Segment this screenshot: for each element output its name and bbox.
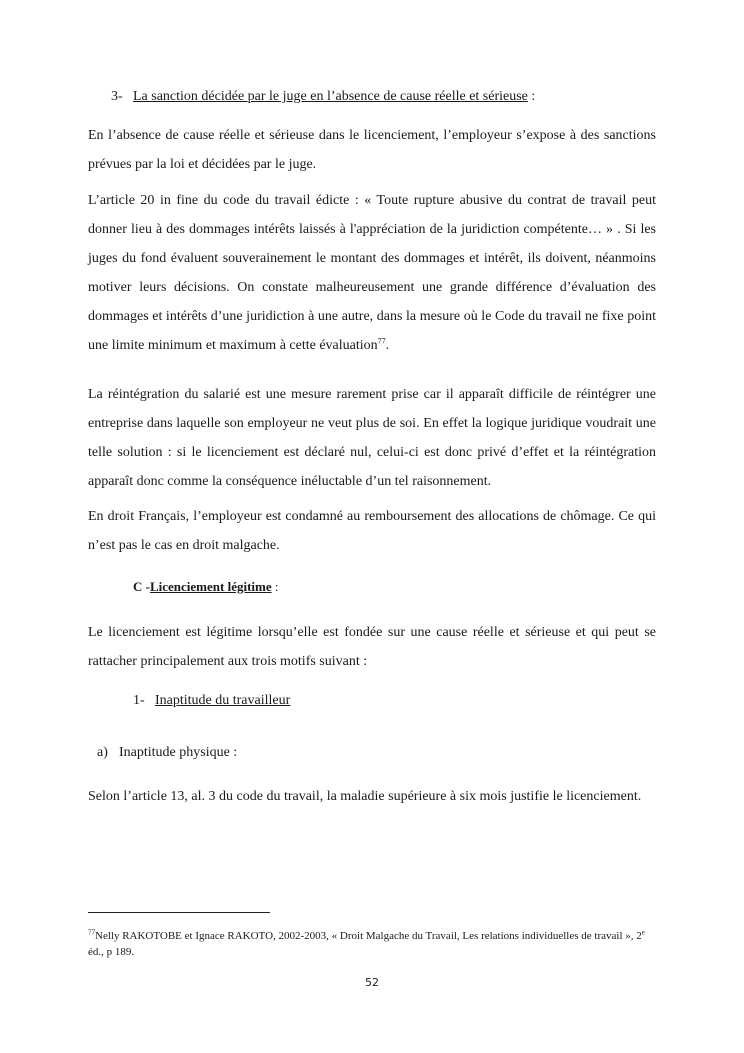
footnote-edition-sup: e xyxy=(641,928,645,937)
section-c-suffix: : xyxy=(271,579,279,594)
section-c-title: Licenciement légitime xyxy=(149,579,272,594)
paragraph-reintegration: La réintégration du salarié est une mesure rarement prise car il apparaît difficile de réintégrer une entreprise dans laquelle son employeur ne veut plus de soi. En effet la logique juridique voudrait une telle solution : si le licenciement est déclaré nul, celui-ci est donc privé d’effet et la réintégration apparaît donc comme la conséquence inéluctable d’un tel raisonnement. xyxy=(88,387,656,489)
paragraph-sanctions: En l’absence de cause réelle et sérieuse dans le licenciement, l’employeur s’expose à des sanctions prévues par la loi et décidées par le juge. xyxy=(88,128,656,172)
section-c-heading xyxy=(133,576,701,598)
paragraph-droit-francais: En droit Français, l’employeur est condamné au remboursement des allocations de chômage. Ce qui n’est pas le cas en droit malgache. xyxy=(88,509,656,553)
footnote-marker: 77 xyxy=(88,928,95,937)
page-number: 52 xyxy=(365,976,379,989)
section-3-suffix: : xyxy=(527,89,536,104)
subsection-a-label: a) xyxy=(97,745,108,760)
footnote-text-end: éd., p 189. xyxy=(88,946,135,958)
footnote-separator xyxy=(88,912,270,913)
paragraph-licenciement-legitime: Le licenciement est légitime lorsqu’elle est fondée sur une cause réelle et sérieuse et qui peut se rattacher principalement aux trois motifs suivant : xyxy=(88,625,656,669)
footnote-reference[interactable]: 77 xyxy=(377,336,386,346)
section-1-number: 1- xyxy=(133,693,145,708)
section-3-heading xyxy=(111,86,679,108)
section-1-heading xyxy=(133,690,701,712)
section-3-title: La sanction décidée par le juge en l’absence de cause réelle et sérieuse xyxy=(133,89,528,104)
paragraph-article-20 xyxy=(88,186,656,360)
paragraph-article-20-end: . xyxy=(385,338,390,353)
paragraph-article-20-text: L’article 20 in fine du code du travail édicte : « Toute rupture abusive du contrat de travail peut donner lieu à des dommages intérêts laissés à l'appréciation de la juridiction compétente… » . Si les juges du fond évaluent souverainement le montant des dommages et intérêt, ils doivent, néanmoins motiver leurs décisions. On constate malheureusement une grande différence d’évaluation des dommages et intérêts d’une juridiction à une autre, dans la mesure où le Code du travail ne fixe point une limite minimum et maximum à cette évaluation xyxy=(88,193,656,353)
footnote xyxy=(88,928,658,960)
section-1-title: Inaptitude du travailleur xyxy=(155,693,291,708)
subsection-a-heading xyxy=(97,742,665,764)
footnote-text: Nelly RAKOTOBE et Ignace RAKOTO, 2002-2003, « Droit Malgache du Travail, Les relations individuelles de travail », 2 xyxy=(95,930,642,942)
section-3-number: 3- xyxy=(111,89,123,104)
section-c-letter: C - xyxy=(133,579,150,594)
paragraph-article-13: Selon l’article 13, al. 3 du code du travail, la maladie supérieure à six mois justifie le licenciement. xyxy=(88,789,642,804)
subsection-a-title: Inaptitude physique : xyxy=(119,745,238,760)
